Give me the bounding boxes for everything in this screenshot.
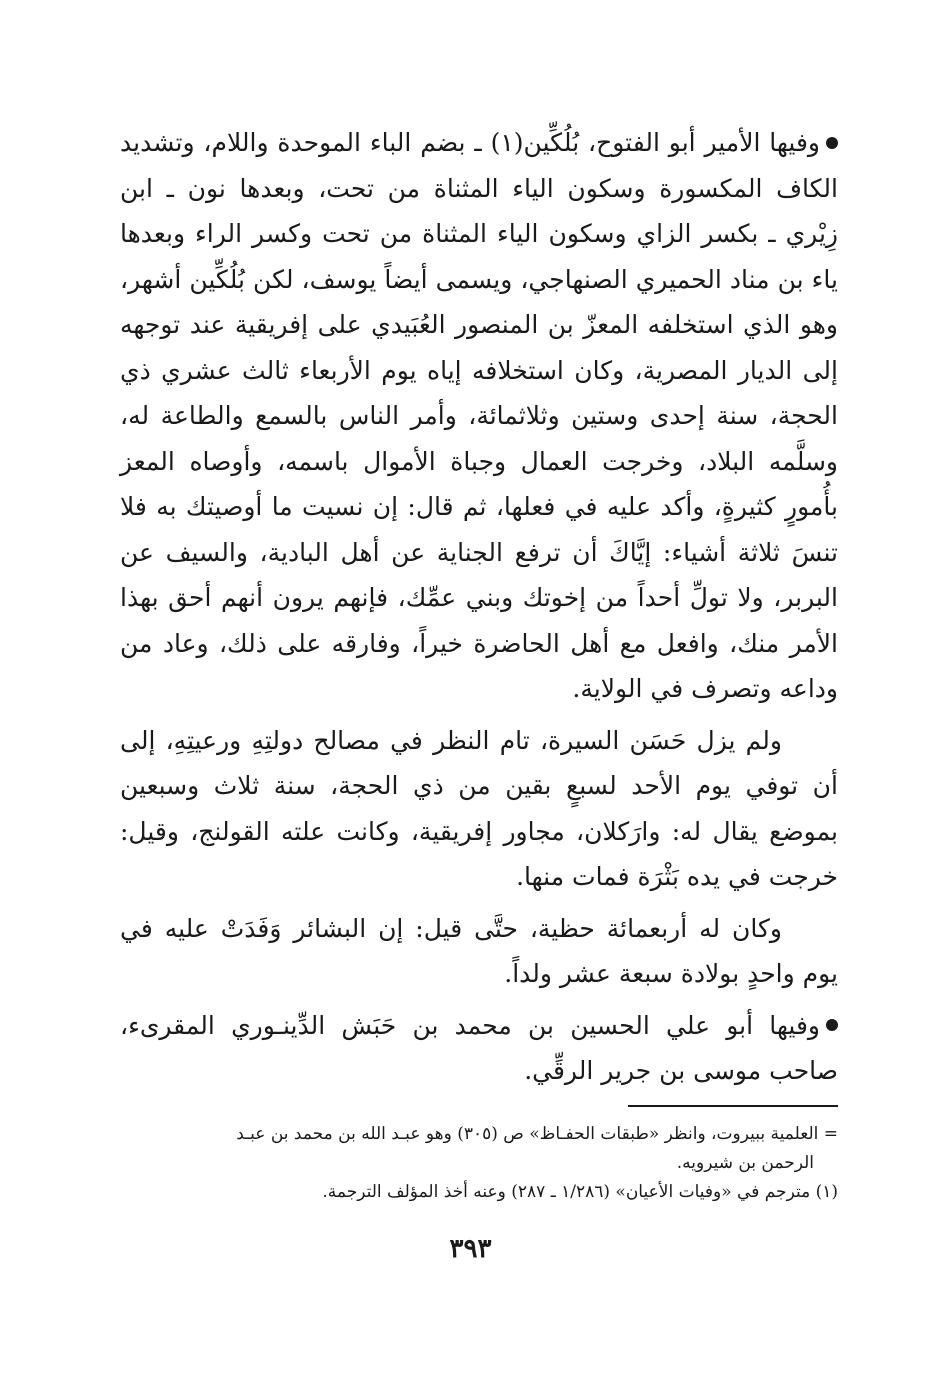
paragraph-1: [120, 120, 838, 712]
page-number: ٣٩٣: [449, 1234, 492, 1264]
paragraph-text: ولم يزل حَسَن السيرة، تام النظر في مصالح دولتِهِ ورعيتِهِ، إلى أن توفي يوم الأحد لسبعٍ بقين من ذي الحجة، سنة ثلاث وسبعين بموضع يقال له: وارَكلان، مجاور إفريقية، وكانت علته القولنج، وقيل: خرجت في يده بَثْرَة فمات منها.: [120, 725, 838, 891]
paragraph-2: [120, 718, 838, 900]
bullet-icon: [826, 1019, 838, 1031]
paragraph-text: وفيها أبو علي الحسين بن محمد بن حَبَش الدِّينـوري المقرىء، صاحب موسى بن جرير الرقِّي.: [120, 1010, 838, 1085]
paragraph-text: وكان له أربعمائة حظية، حتَّى قيل: إن البشائر وَفَدَتْ عليه في يوم واحدٍ بولادة سبعة عشر ولداً.: [120, 913, 838, 988]
footnote-continuation: = العلمية ببيروت، وانظر «طبقات الحفـاظ» ص (٣٠٥) وهو عبـد الله بن محمد بن عبـد: [236, 1124, 838, 1144]
footnote-1: (١) مترجم في «وفيات الأعيان» (١/٢٨٦ ـ ٢٨٧) وعنه أخذ المؤلف الترجمة.: [322, 1182, 838, 1202]
footnote-continuation-line2: الرحمن بن شيرويه.: [676, 1153, 814, 1173]
main-text: [120, 120, 838, 1094]
paragraph-text: وفيها الأمير أبو الفتوح، بُلُكِّين(١) ـ بضم الباء الموحدة واللام، وتشديد الكاف المكسورة وسكون الياء المثناة من تحت، وبعدها نون ـ ابن زِيْري ـ بكسر الزاي وسكون الياء المثناة من تحت وكسر الراء وبعدها ياء بن مناد الحميري الصنهاجي، ويسمى أيضاً يوسف، لكن بُلُكِّين أشهر، وهو الذي استخلفه المعزّ بن المنصور العُبَيدي على إفريقية عند توجهه إلى الديار المصرية، وكان استخلافه إياه يوم الأربعاء ثالث عشري ذي الحجة، سنة إحدى وستين وثلاثمائة، وأمر الناس بالسمع والطاعة له، وسلَّمه البلاد، وخرجت العمال وجباة الأموال باسمه، وأوصاه المعز بأُمورٍ كثيرةٍ، وأكد عليه في فعلها، ثم قال: إن نسيت ما أوصيتك به فلا تنسَ ثلاثة أشياء: إيَّاكَ أن ترفع الجناية عن أهل البادية، والسيف عن البربر، ولا تولِّ أحداً من إخوتك وبني عمِّك، فإنهم يرون أنهم أحق بهذا الأمر منك، وافعل مع أهل الحاضرة خيراً، وفارقه على ذلك، وعاد من وداعه وتصرف في الولاية.: [120, 128, 838, 703]
paragraph-4: [120, 1003, 838, 1094]
footnote-divider: [628, 1105, 838, 1107]
bullet-icon: [826, 137, 838, 149]
footnotes: [120, 1120, 838, 1207]
paragraph-3: [120, 906, 838, 997]
